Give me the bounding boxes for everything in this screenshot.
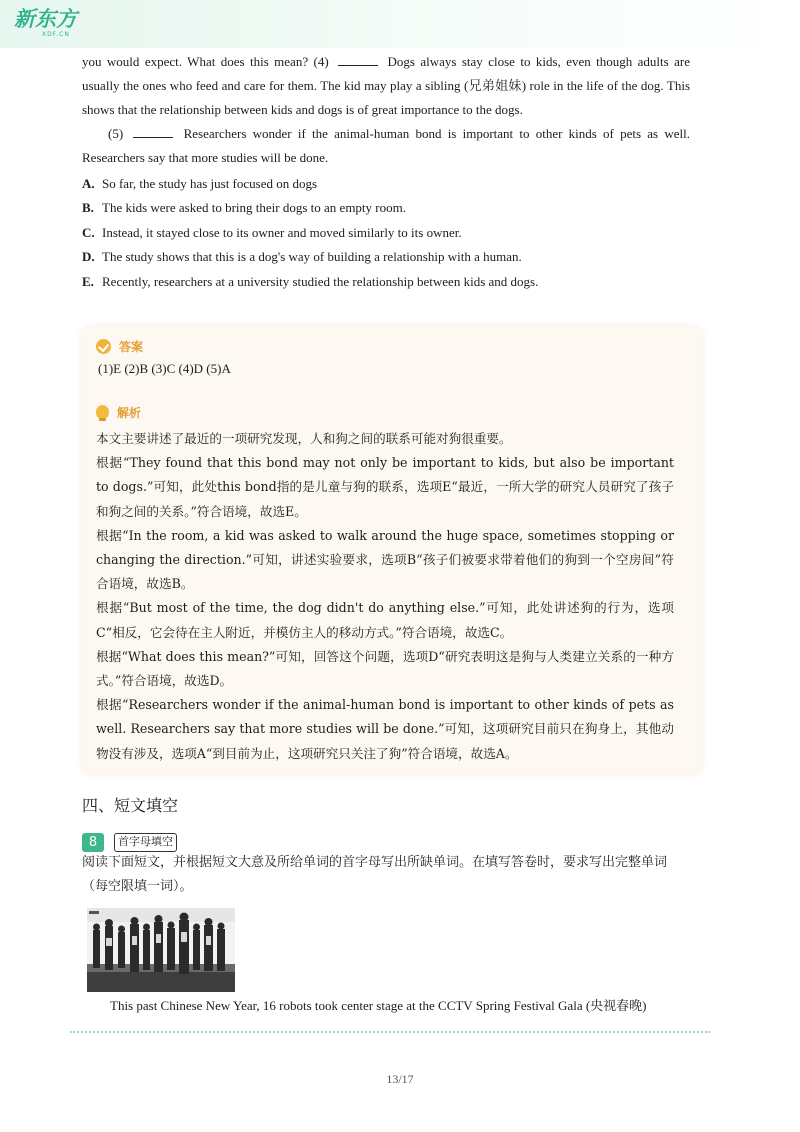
answer-text: (1)E (2)B (3)C (4)D (5)A [98, 361, 231, 376]
analysis-label-text: 解析 [117, 405, 142, 420]
paragraph-text: you would expect. What does this mean? (4) [82, 54, 335, 69]
answer-label [96, 336, 674, 356]
option-letter: B. [82, 200, 94, 216]
footer-divider [70, 1031, 710, 1033]
robot-dance-photo [87, 908, 235, 992]
answer-blank [338, 53, 378, 66]
passage-paragraph [82, 122, 690, 170]
option-item [82, 172, 690, 196]
option-letter: A. [82, 176, 95, 191]
paragraph-text: (5) [108, 126, 130, 141]
xdf-logo [14, 7, 94, 43]
paragraph-text: Dogs always stay close to kids, even though adults are usually the ones who feed and care for them. The kid may play a sibling (兄弟姐妹) role in the life of the dog. This shows that the relationship between kids and dogs is of great importance to the dogs. [82, 54, 690, 117]
answer-blank [133, 125, 173, 138]
option-item [82, 196, 690, 220]
options-list [82, 172, 690, 294]
option-item [82, 221, 690, 245]
question-instruction: 阅读下面短文，并根据短文大意及所给单词的首字母写出所缺单词。在填写答卷时，要求写出完整单词（每空限填一词）。 [82, 855, 668, 894]
logo-main-text: 新东方 [14, 7, 77, 31]
option-text: The kids were asked to bring their dogs to an empty room. [102, 200, 406, 216]
question-number-badge: 8 [82, 833, 104, 852]
question-header [82, 833, 177, 852]
question-type-tag: 首字母填空 [114, 833, 177, 852]
paragraph-text: Researchers wonder if the animal-human bond is important to other kinds of pets as well. Researchers say that more studies will be done. [82, 126, 690, 165]
option-text: Instead, it stayed close to its owner and moved similarly to its owner. [102, 224, 462, 240]
analysis-paragraph: 本文主要讲述了最近的一项研究发现，人和狗之间的联系可能对狗很重要。 [96, 431, 512, 446]
page-number: 13/17 [386, 1072, 414, 1086]
option-letter: D. [82, 249, 95, 265]
option-item [82, 245, 690, 269]
lightbulb-icon [96, 405, 109, 419]
analysis-label [96, 402, 674, 422]
passage-paragraph [82, 50, 690, 122]
option-letter: E. [82, 273, 94, 289]
section-title: 四、短文填空 [82, 796, 179, 815]
analysis-paragraph: 根据“But most of the time, the dog didn't do anything else.”可知，此处讲述狗的行为，选项C“相反，它会待在主人附近，并模仿主人的移动方式。”符合语境，故选C。 [96, 600, 674, 640]
header-band [0, 0, 800, 48]
logo-sub-text: XDF.CN [42, 31, 70, 38]
analysis-paragraph: 根据“What does this mean?”可知，回答这个问题，选项D“研究表明这是狗与人类建立关系的一种方式。”符合语境，故选D。 [96, 648, 674, 689]
analysis-body [96, 427, 674, 766]
option-item [82, 270, 690, 294]
answer-analysis-box [82, 326, 702, 774]
passage-content [82, 50, 690, 294]
analysis-paragraph: 根据“Researchers wonder if the animal-human bond is important to other kinds of pets as well. Researchers say that more studies will be done.”可知，这项研究目前只在狗身上，其他动物没有涉及，选项A“到目前为止，这项研究只关注了狗”符合语境，故选A。 [96, 697, 674, 761]
option-text: The study shows that this is a dog's way of building a relationship with a human. [102, 249, 522, 265]
answer-label-text: 答案 [119, 339, 144, 354]
analysis-paragraph: 根据“They found that this bond may not only be important to kids, but also be important to dogs.”可知，此处this bond指的是儿童与狗的联系，选项E“最近，一所大学的研究人员研究了孩子和狗之间的关系。”符合语境，故选E。 [96, 455, 674, 519]
photo-caption: This past Chinese New Year, 16 robots took center stage at the CCTV Spring Festival Gala (央视春晚) [110, 998, 647, 1013]
option-text: So far, the study has just focused on dogs [102, 176, 318, 191]
analysis-paragraph: 根据“In the room, a kid was asked to walk around the huge space, sometimes stopping or changing the direction.”可知，讲述实验要求，选项B“孩子们被要求带着他们的狗到一个空房间”符合语境，故选B。 [96, 527, 674, 592]
option-letter: C. [82, 224, 95, 240]
check-icon [96, 339, 111, 354]
option-text: Recently, researchers at a university studied the relationship between kids and dogs. [102, 273, 539, 289]
